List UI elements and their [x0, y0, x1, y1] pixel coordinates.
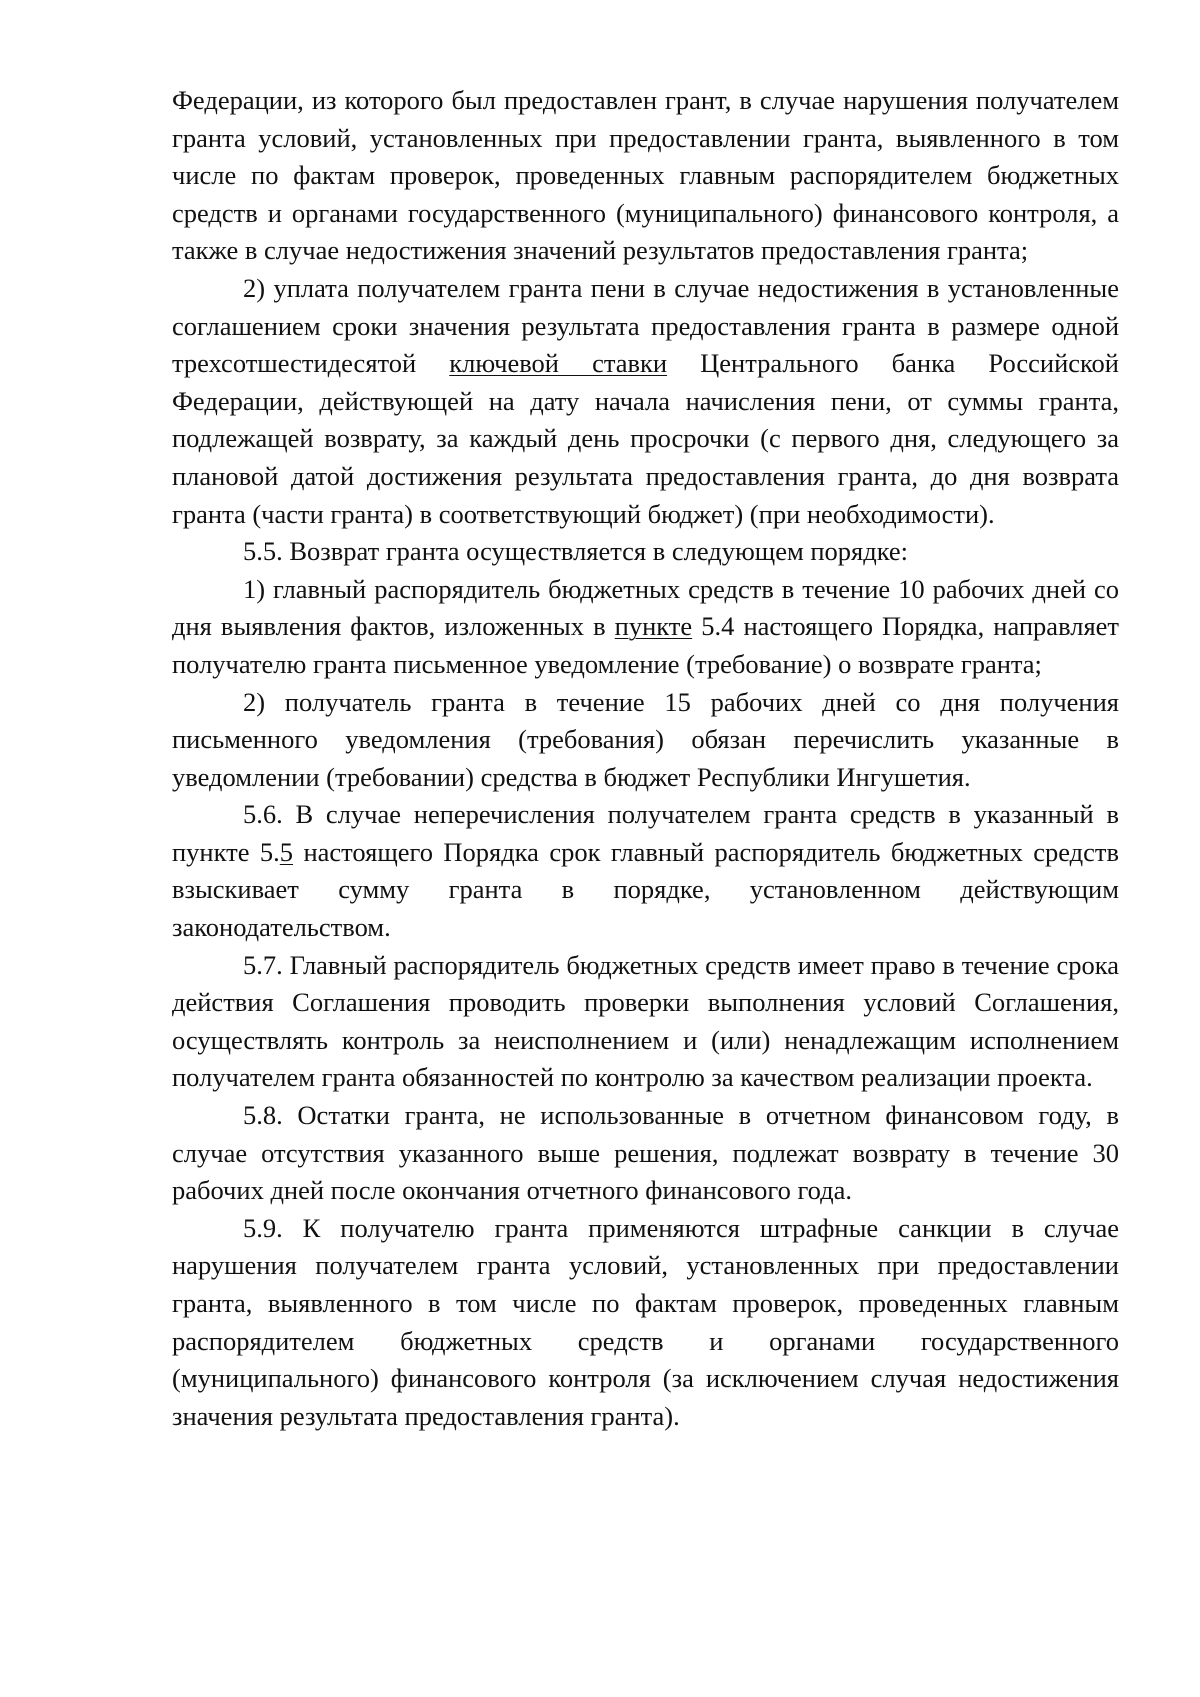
- text-run: Федерации, из которого был предоставлен грант, в случае нарушения получателем гранта условий, установленных при предоставлении гранта, выявленного в том числе по фактам проверок, проведенных главным распорядителем бюджетных средств и органами государственного (муниципального) финансового контроля, а также в случае недостижения значений результатов предоставления гранта;: [172, 85, 1119, 266]
- paragraph-continuation: [172, 82, 1119, 270]
- paragraph-5-5: [172, 533, 1119, 571]
- paragraph-5-9: [172, 1210, 1119, 1436]
- text-run: 2) получатель гранта в течение 15 рабочих дней со дня получения письменного уведомления (требования) обязан перечислить указанные в уведомлении (требовании) средства в бюджет Республики Ингушетия.: [172, 686, 1119, 792]
- paragraph-5-7: [172, 947, 1119, 1097]
- text-run: 5.9. К получателю гранта применяются штрафные санкции в случае нарушения получателем гранта условий, установленных при предоставлении гранта, выявленного в том числе по фактам проверок, проведенных главным распорядителем бюджетных средств и органами государственного (муниципального) финансового контроля (за исключением случая недостижения значения результата предоставления гранта).: [172, 1212, 1119, 1431]
- paragraph-5-5-item-2: [172, 684, 1119, 797]
- clause-number-link[interactable]: 5: [279, 836, 294, 867]
- text-run: настоящего Порядка срок главный распорядитель бюджетных средств взыскивает сумму гранта в порядке, установленном действующим законодательством.: [172, 836, 1119, 943]
- paragraph-5-6: [172, 796, 1119, 946]
- text-run: 5.7. Главный распорядитель бюджетных средств имеет право в течение срока действия Соглашения проводить проверки выполнения условий Соглашения, осуществлять контроль за неисполнением и (или) ненадлежащим исполнением получателем гранта обязанностей по контролю за качеством реализации проекта.: [172, 949, 1119, 1093]
- text-run: 5.8. Остатки гранта, не использованные в отчетном финансовом году, в случае отсутствия указанного выше решения, подлежат возврату в течение 30 рабочих дней после окончания отчетного финансового года.: [172, 1100, 1119, 1206]
- text-run: 5.5. Возврат гранта осуществляется в следующем порядке:: [243, 536, 909, 567]
- paragraph-5-8: [172, 1097, 1119, 1210]
- text-run: 5.4 настоящего Порядка, направляет получателю гранта письменное уведомление (требование) о возврате гранта;: [172, 611, 1119, 679]
- text-run: 5.6. В случае неперечисления получателем гранта средств в указанный в пункте 5.: [172, 799, 1119, 867]
- paragraph-penalty-payment: [172, 270, 1119, 533]
- paragraph-5-5-item-1: [172, 571, 1119, 684]
- text-run: Центрального банка Российской Федерации, действующей на дату начала начисления пени, от суммы гранта, подлежащей возврату, за каждый день просрочки (с первого дня, следующего за плановой датой достижения результата предоставления гранта, до дня возврата гранта (части гранта) в соответствующий бюджет) (при необходимости).: [172, 348, 1119, 529]
- clause-link[interactable]: пункте: [614, 611, 693, 642]
- text-run: 2) уплата получателем гранта пени в случае недостижения в установленные соглашением сроки значения результата предоставления гранта в размере одной трехсотшестидесятой: [172, 272, 1119, 379]
- document-page: [172, 82, 1119, 1435]
- text-run: 1) главный распорядитель бюджетных средств в течение 10 рабочих дней со дня выявления фактов, изложенных в: [172, 573, 1119, 642]
- key-rate-link[interactable]: ключевой ставки: [449, 348, 668, 379]
